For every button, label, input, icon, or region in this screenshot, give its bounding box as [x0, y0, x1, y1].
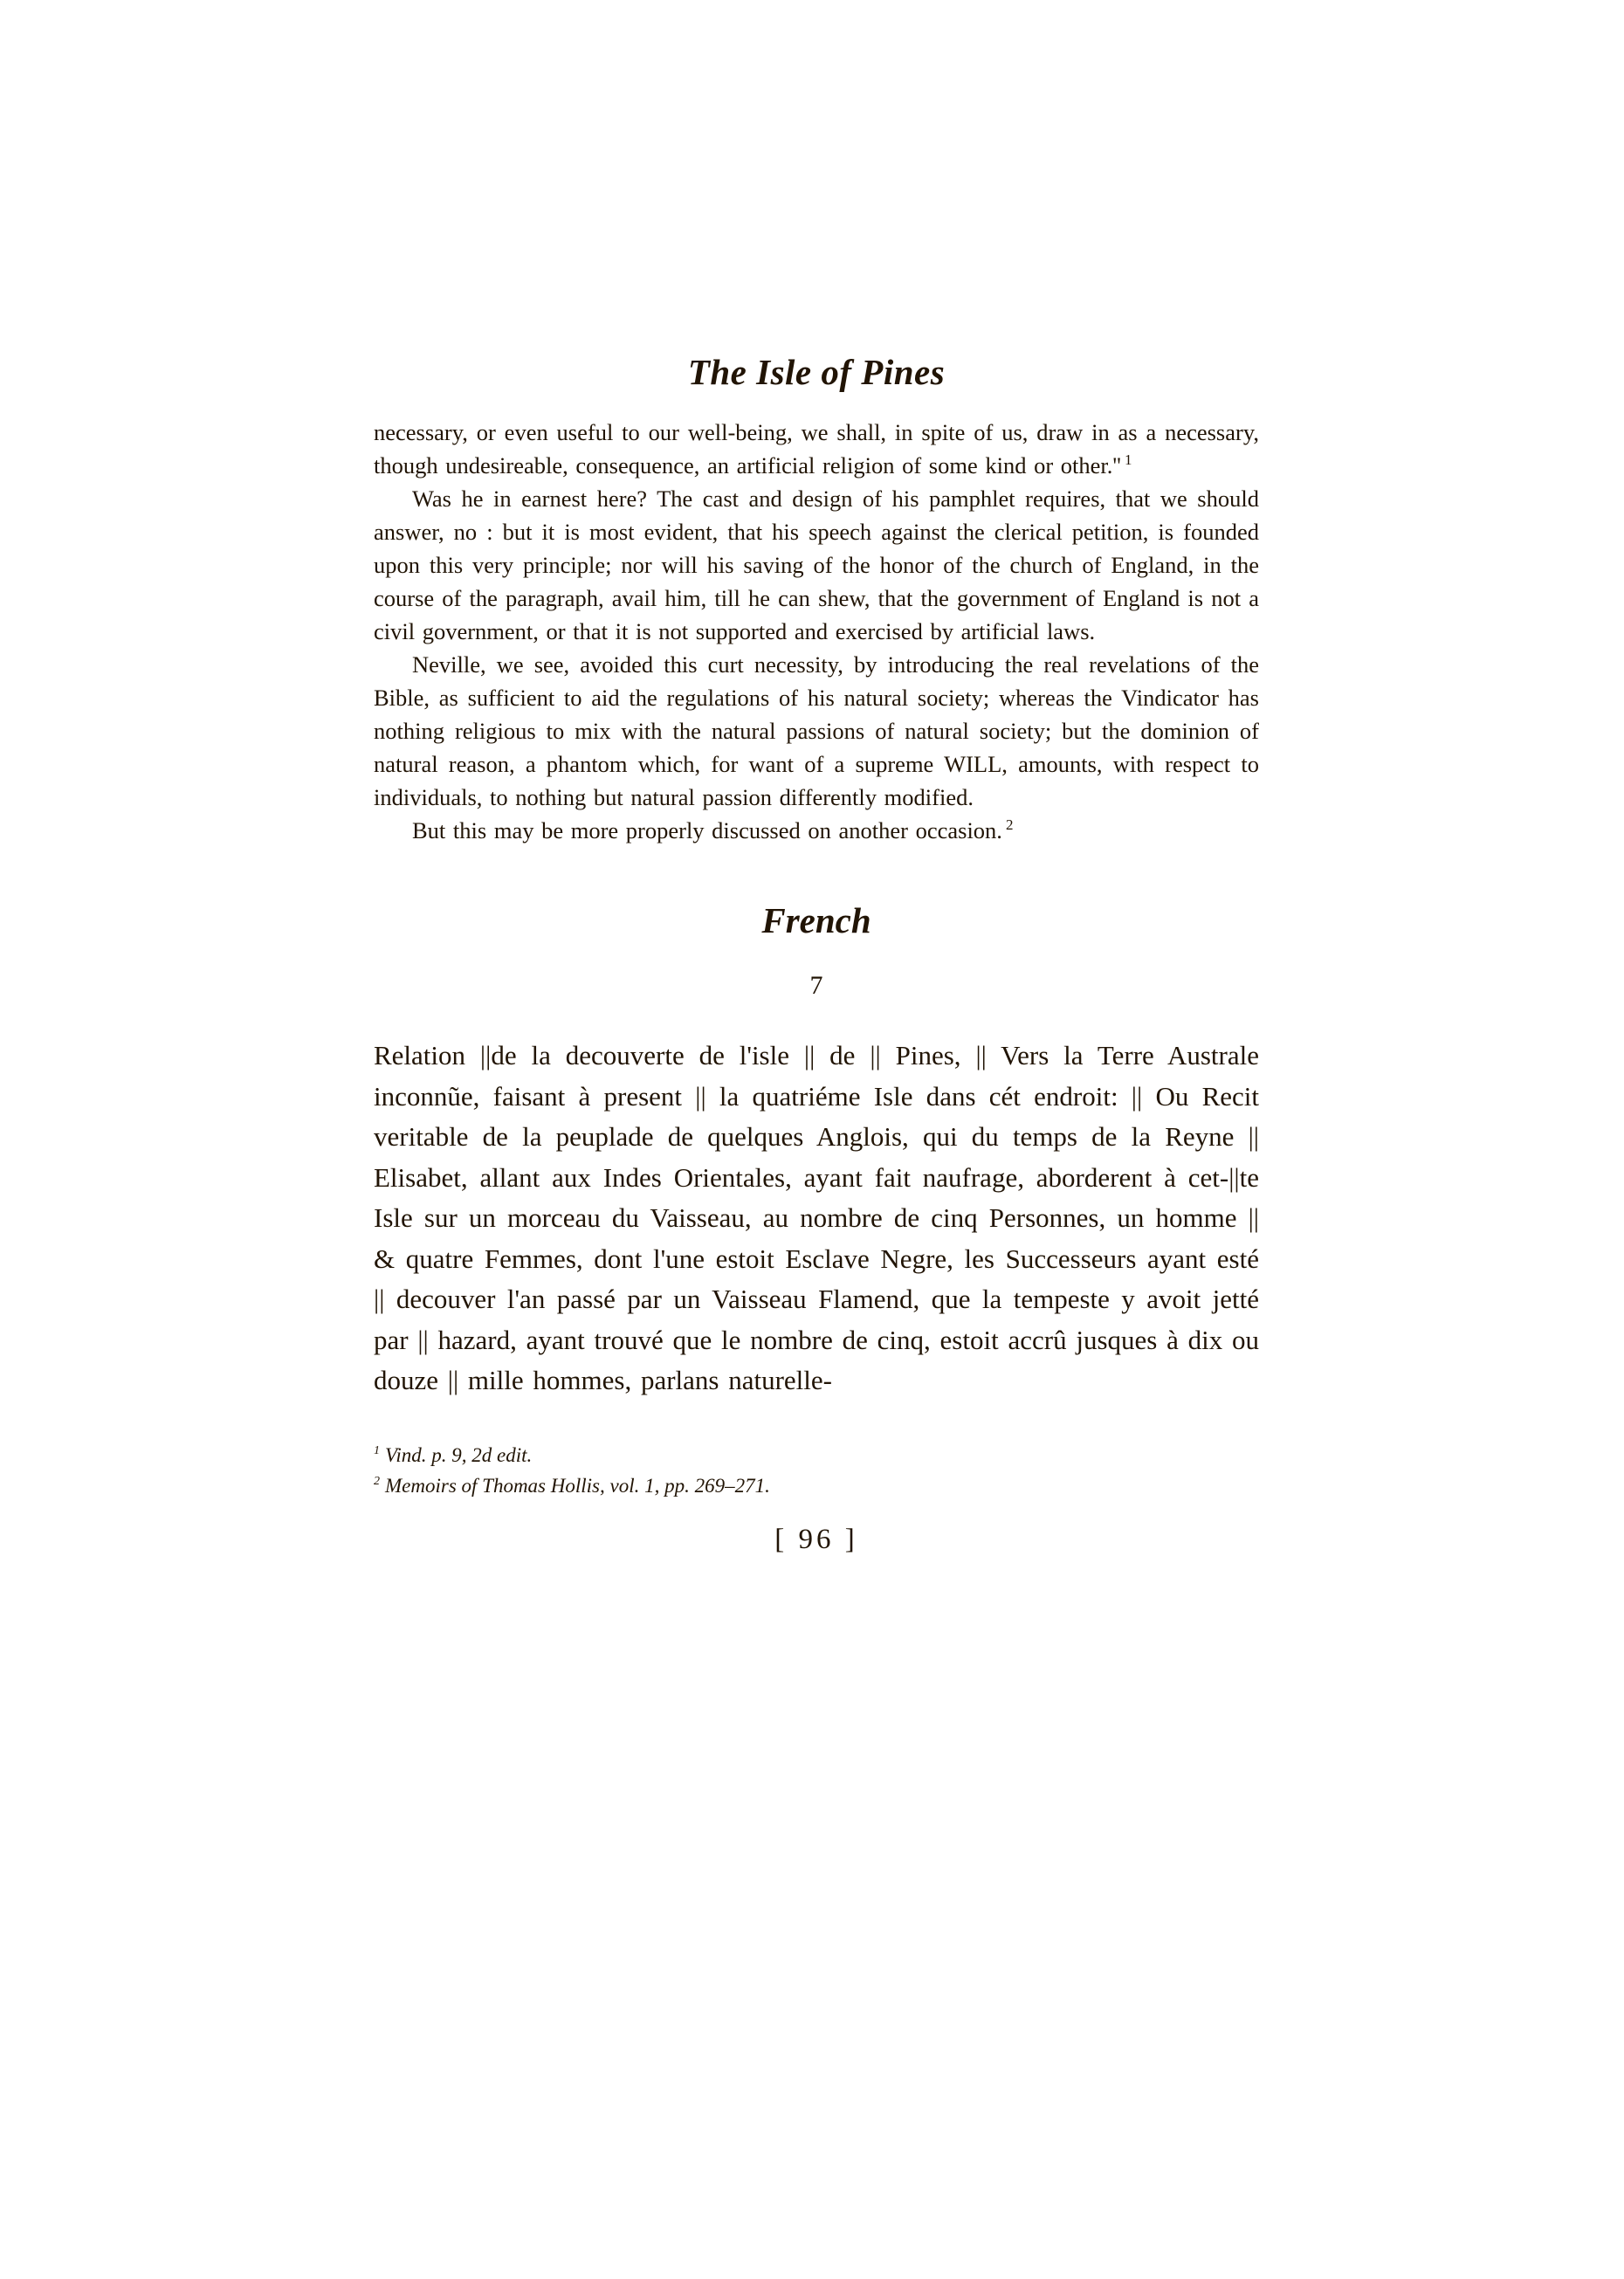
footnote-2	[374, 1470, 1259, 1501]
paragraph-continuation	[374, 416, 1259, 482]
footnotes	[374, 1440, 1259, 1501]
paragraph-neville: Neville, we see, avoided this curt necessity, by introducing the real revelations of the Bible, as sufficient to aid the regulations of his natural society; whereas the Vindicator has nothing religious to mix with the natural passions of natural society; but the dominion of natural reason, a phantom which, for want of a supreme WILL, amounts, with respect to individuals, to nothing but natural passion differently modified.	[374, 651, 1259, 810]
page-number: [ 96 ]	[774, 1523, 858, 1555]
page-content	[374, 351, 1259, 1556]
paragraph-text: But this may be more properly discussed on another occasion.	[412, 817, 1002, 843]
french-transcription: Relation ||de la decouverte de l'isle || de || Pines, || Vers la Terre Australe inconnũe, faisant à present || la quatriéme Isle dans cét endroit: || Ou Recit veritable de la peuplade de quelques Anglois, qui du temps de la Reyne || Elisabet, allant aux Indes Orientales, ayant fait naufrage, aborderent à cet-||te Isle sur un morceau du Vaisseau, au nombre de cinq Personnes, un homme || & quatre Femmes, dont l'une estoit Esclave Negre, les Successeurs ayant esté || decouver l'an passé par un Vaisseau Flamend, que la tempeste y avoit jetté par || hazard, ayant trouvé que le nombre de cinq, estoit accrû jusques à dix ou douze || mille hommes, parlans naturelle-	[374, 1040, 1259, 1395]
footnote-2-text: Memoirs of Thomas Hollis, vol. 1, pp. 269–271.	[385, 1474, 770, 1497]
section-number: 7	[809, 971, 823, 1000]
footnote-1-marker: 1	[374, 1443, 380, 1457]
footnote-marker-2: 2	[1005, 816, 1014, 834]
footnote-marker-1: 1	[1124, 451, 1132, 469]
paragraph-text: necessary, or even useful to our well-being, we shall, in spite of us, draw in as a necessary, though undesireable, consequence, an artificial religion of some kind or other.''	[374, 419, 1259, 479]
paragraph-occasion	[374, 814, 1259, 847]
page-title: The Isle of Pines	[687, 352, 946, 392]
footnote-1-text: Vind. p. 9, 2d edit.	[385, 1443, 533, 1466]
footnote-1	[374, 1440, 1259, 1470]
footnote-2-marker: 2	[374, 1474, 380, 1488]
section-heading-french: French	[761, 900, 871, 940]
paragraph-earnest: Was he in earnest here? The cast and design of his pamphlet requires, that we should answer, no : but it is most evident, that his speech against the clerical petition, is founded upon this very principle; nor will his saving of the honor of the church of England, in the course of the paragraph, avail him, till he can shew, that the government of England is not a civil government, or that it is not supported and exercised by artificial laws.	[374, 485, 1259, 644]
